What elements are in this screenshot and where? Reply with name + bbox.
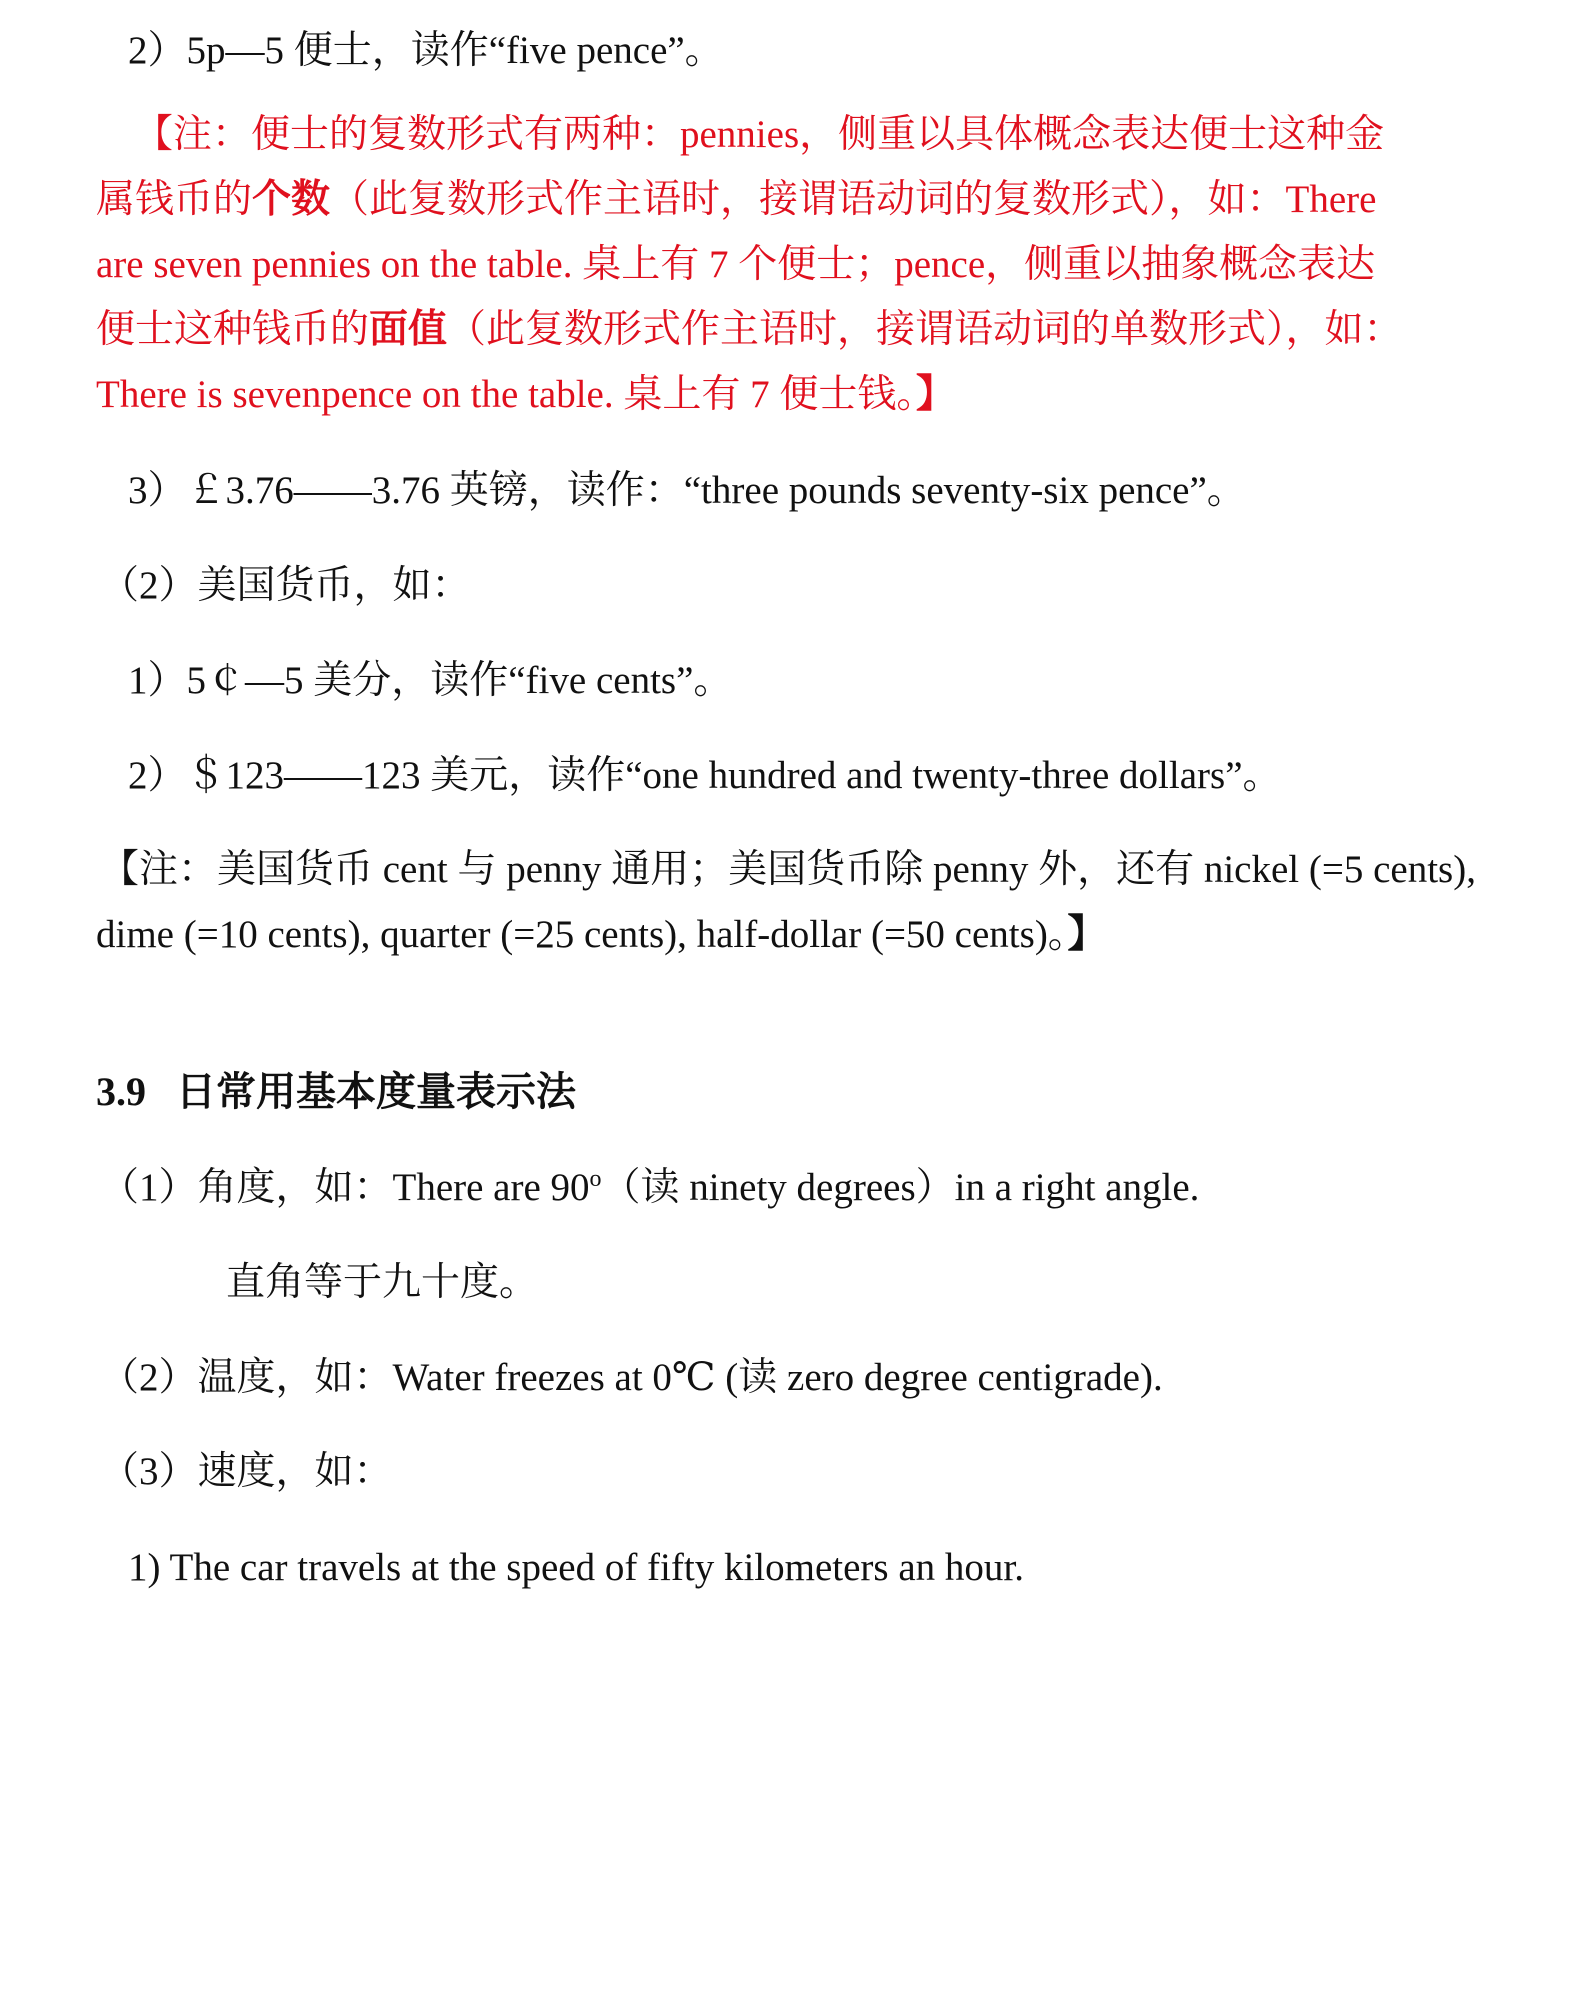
note-us-line-2: dime (=10 cents), quarter (=25 cents), half-dollar (=50 cents)。】 (96, 913, 1107, 956)
emphasis-count: 个数 (252, 178, 331, 221)
speed-item-1: 1) The car travels at the speed of fifty kilometers an hour. (128, 1546, 1024, 1589)
angle-item: （1）角度，如：There are 90$^o$（读 ninety degrees）in a right angle. (100, 1166, 1200, 1209)
pounds-item-3: 3）￡3.76——3.76 英镑，读作：“three pounds seventy-six pence”。 (128, 469, 1246, 512)
section-number: 3.9 (96, 1069, 146, 1114)
note-pennies-line-2: 属钱币的个数（此复数形式作主语时，接谓语动词的复数形式），如：There (96, 178, 1377, 221)
note-pennies-line-5: There is sevenpence on the table. 桌上有 7 便士钱。】 (96, 373, 955, 416)
note-pennies-line-4: 便士这种钱币的面值（此复数形式作主语时，接谓语动词的单数形式），如： (96, 308, 1403, 351)
speed-heading: （3）速度，如： (100, 1450, 393, 1493)
us-currency-heading: （2）美国货币，如： (100, 564, 471, 607)
note-us-line-1: 【注：美国货币 cent 与 penny 通用；美国货币除 penny 外，还有 nickel (=5 cents), (100, 848, 1476, 891)
us-item-1: 1）5￠—5 美分，读作“five cents”。 (128, 659, 733, 702)
pounds-item-2: 2）5p—5 便士，读作“five pence”。 (128, 29, 724, 72)
emphasis-value: 面值 (369, 308, 448, 351)
temperature-item: （2）温度，如：Water freezes at 0℃ (读 zero degree centigrade). (100, 1356, 1163, 1399)
note-pennies-line-1: 【注：便士的复数形式有两种：pennies，侧重以具体概念表达便士这种金 (134, 113, 1385, 156)
angle-translation: 直角等于九十度。 (226, 1261, 539, 1304)
note-pennies-line-3: are seven pennies on the table. 桌上有 7 个便士；pence，侧重以抽象概念表达 (96, 243, 1376, 286)
us-item-2: 2）＄123——123 美元，读作“one hundred and twenty-three dollars”。 (128, 754, 1282, 797)
section-heading (96, 1067, 576, 1117)
section-title: 日常用基本度量表示法 (176, 1069, 576, 1114)
